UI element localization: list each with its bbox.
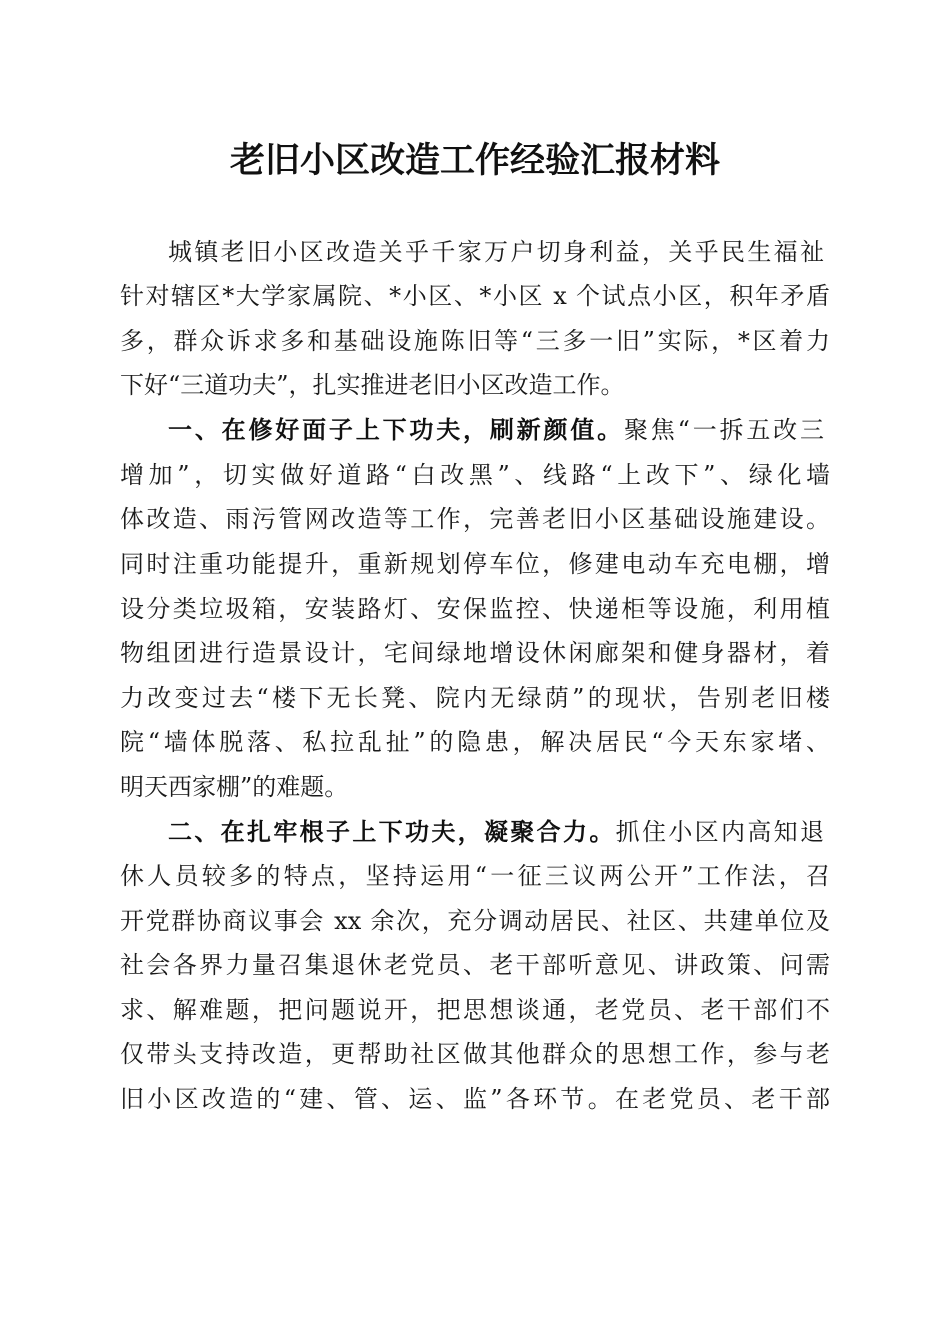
section-1-line-2: 增加”，切实做好道路“白改黑”、线路“上改下”、绿化墙 [120,461,830,489]
document-title: 老旧小区改造工作经验汇报材料 [229,141,720,181]
section-1-line-3: 体改造、雨污管网改造等工作，完善老旧小区基础设施建设。 [120,505,830,533]
paragraph-1-line-2: 针对辖区*大学家属院、*小区、*小区 x 个试点小区，积年矛盾 [120,282,830,310]
section-2-heading: 二、在扎牢根子上下功夫，凝聚合力。 [168,818,616,846]
paragraph-1-line-3: 多，群众诉求多和基础设施陈旧等“三多一旧”实际，*区着力 [120,327,830,355]
section-1-first-line [168,408,824,452]
section-1-line-4: 同时注重功能提升，重新规划停车位，修建电动车充电棚，增 [120,550,830,578]
section-2-first-line [168,810,824,854]
paragraph-1-line-4: 下好“三道功夫”，扎实推进老旧小区改造工作。 [120,371,625,399]
paragraph-1-line-1: 城镇老旧小区改造关乎千家万户切身利益，关乎民生福祉 [168,238,824,266]
section-2-line-4: 社会各界力量召集退休老党员、老干部听意见、讲政策、问需 [120,951,830,979]
section-2-line-3: 开党群协商议事会 xx 余次，充分调动居民、社区、共建单位及 [120,907,830,935]
section-1-line-7: 力改变过去“楼下无长凳、院内无绿荫”的现状，告别老旧楼 [120,684,830,712]
section-1-heading: 一、在修好面子上下功夫，刷新颜值。 [168,416,624,444]
section-2-line-7: 旧小区改造的“建、管、运、监”各环节。在老党员、老干部 [120,1085,830,1113]
section-1-line-6: 物组团进行造景设计，宅间绿地增设休闲廊架和健身器材，着 [120,639,830,667]
section-2-line-2: 休人员较多的特点，坚持运用“一征三议两公开”工作法，召 [120,862,830,890]
section-2-line-6: 仅带头支持改造，更帮助社区做其他群众的思想工作，参与老 [120,1040,830,1068]
section-1-first-line-text: 聚焦“一拆五改三 [623,416,824,444]
section-1-line-5: 设分类垃圾箱，安装路灯、安保监控、快递柜等设施，利用植 [120,595,830,623]
section-2-line-5: 求、解难题，把问题说开，把思想谈通，老党员、老干部们不 [120,996,830,1024]
section-2-first-line-text: 抓住小区内高知退 [615,818,824,846]
section-1-line-8: 院“墙体脱落、私拉乱扯”的隐患，解决居民“今天东家堵、 [120,728,830,756]
section-1-line-9: 明天西家棚”的难题。 [120,773,349,801]
